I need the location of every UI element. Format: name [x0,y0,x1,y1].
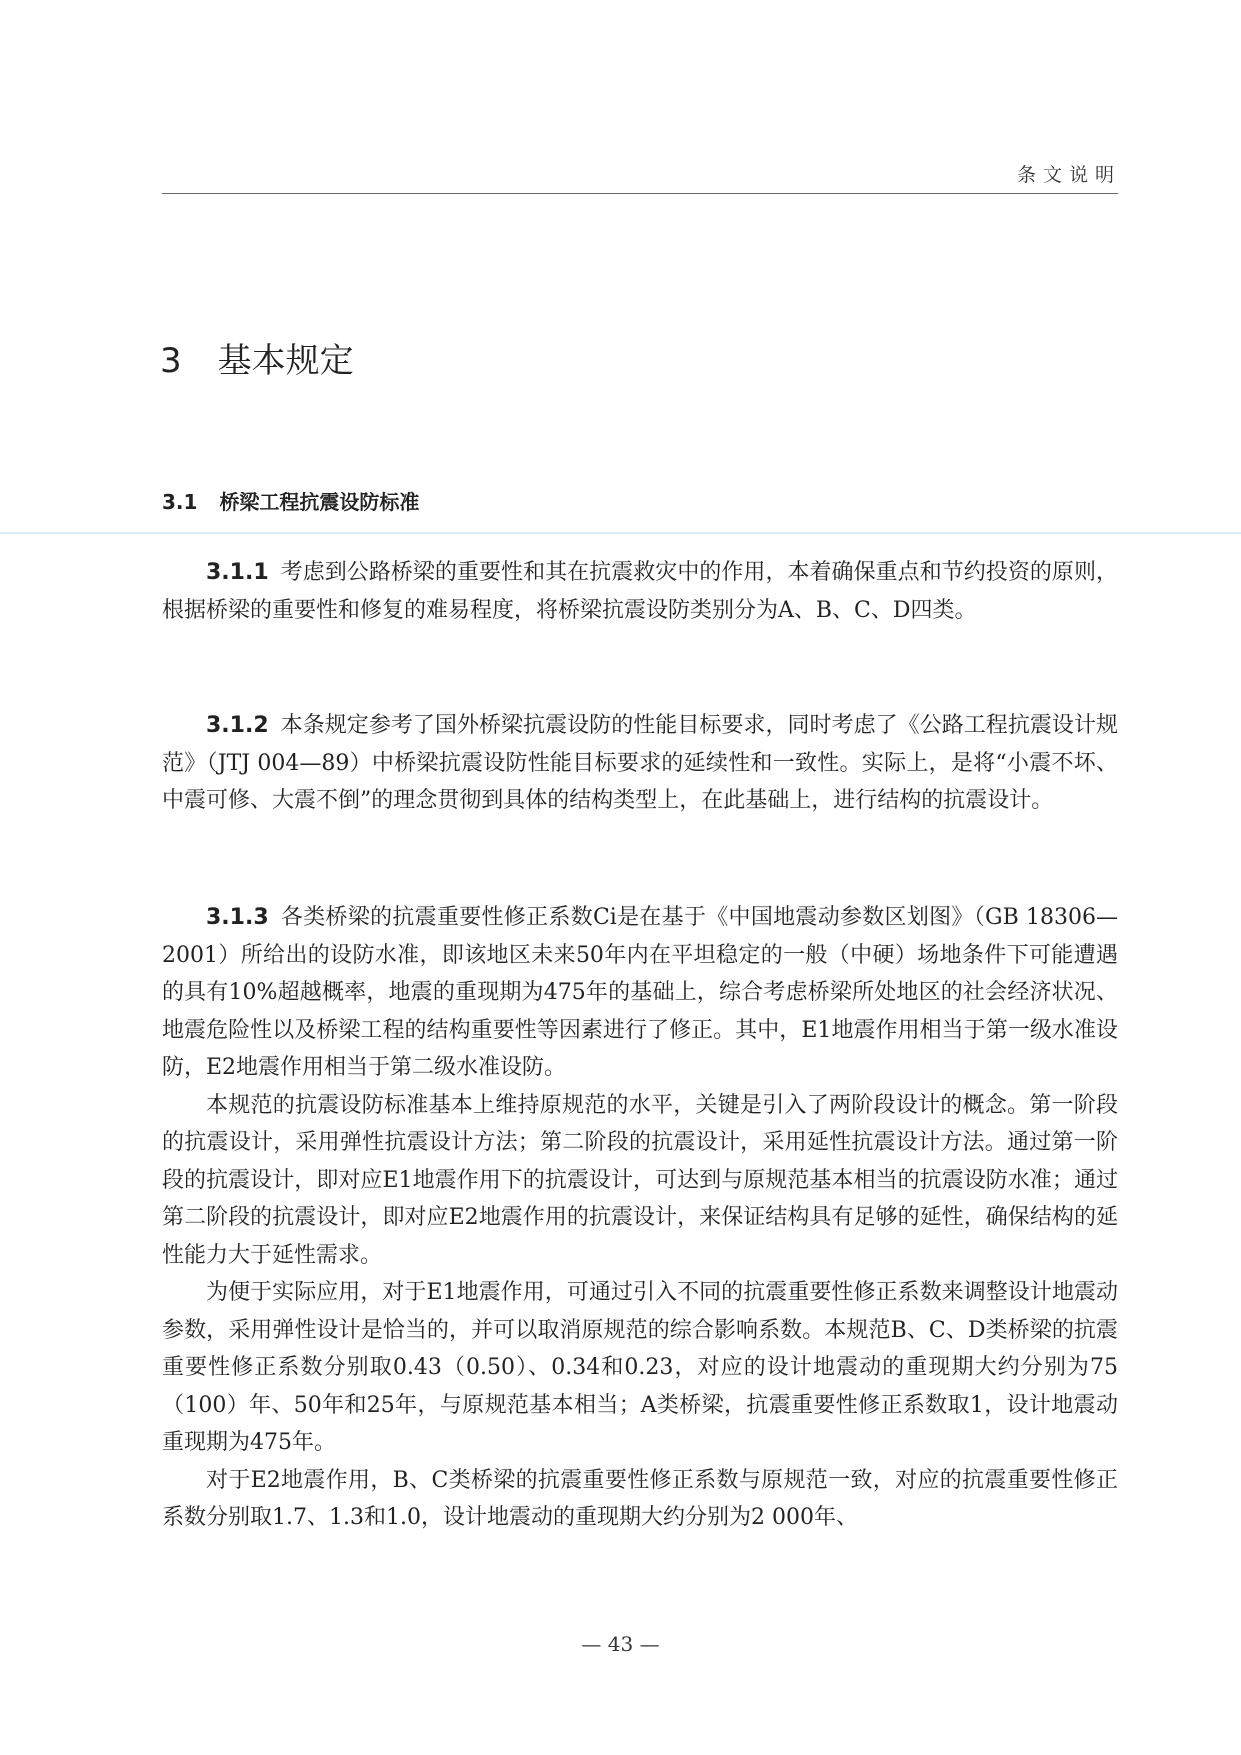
section-heading [162,486,419,515]
running-header-title: 条文说明 [1016,164,1121,186]
header-rule [162,193,1118,194]
page-number: — 43 — [581,1632,660,1656]
chapter-title [160,333,354,382]
section-number: 3.1 [162,490,198,514]
clause-3-1-3-block [162,899,1118,1537]
clause-3-1-1 [162,554,1118,629]
clause-number: 3.1.2 [206,713,269,738]
clause-text: 考虑到公路桥梁的重要性和其在抗震救灾中的作用，本着确保重点和节约投资的原则，根据桥梁的重要性和修复的难易程度，将桥梁抗震设防类别分为A、B、C、D四类。 [162,560,1118,623]
body-paragraph: 为便于实际应用，对于E1地震作用，可通过引入不同的抗震重要性修正系数来调整设计地震动参数，采用弹性设计是恰当的，并可以取消原规范的综合影响系数。本规范B、C、D类桥梁的抗震重要性修正系数分别取0.43（0.50）、0.34和0.23，对应的设计地震动的重现期大约分别为75（100）年、50年和25年，与原规范基本相当；A类桥梁，抗震重要性修正系数取1，设计地震动重现期为475年。 [162,1280,1118,1455]
body-paragraph: 本规范的抗震设防标准基本上维持原规范的水平，关键是引入了两阶段设计的概念。第一阶段的抗震设计，采用弹性抗震设计方法；第二阶段的抗震设计，采用延性抗震设计方法。通过第一阶段的抗震设计，即对应E1地震作用下的抗震设计，可达到与原规范基本相当的抗震设防水准；通过第二阶段的抗震设计，即对应E2地震作用的抗震设计，来保证结构具有足够的延性，确保结构的延性能力大于延性需求。 [162,1092,1118,1268]
clause-text: 各类桥梁的抗震重要性修正系数Ci是在基于《中国地震动参数区划图》（GB 18306—2001）所给出的设防水准，即该地区未来50年内在平坦稳定的一般（中硬）场地条件下可能遭遇的具有10%超越概率，地震的重现期为475年的基础上，综合考虑桥梁所处地区的社会经济状况、地震危险性以及桥梁工程的结构重要性等因素进行了修正。其中，E1地震作用相当于第一级水准设防，E2地震作用相当于第二级水准设防。 [162,905,1118,1080]
body-paragraph: 对于E2地震作用，B、C类桥梁的抗震重要性修正系数与原规范一致，对应的抗震重要性修正系数分别取1.7、1.3和1.0，设计地震动的重现期大约分别为2 000年、 [162,1467,1118,1530]
chapter-number: 3 [160,341,182,381]
chapter-title-text: 基本规定 [217,341,354,381]
section-title-text: 桥梁工程抗震设防标准 [219,490,420,514]
clause-number: 3.1.1 [206,560,269,585]
clause-text: 本条规定参考了国外桥梁抗震设防的性能目标要求，同时考虑了《公路工程抗震设计规范》（JTJ 004—89）中桥梁抗震设防性能目标要求的延续性和一致性。实际上，是将“小震不坏、中震可修、大震不倒”的理念贯彻到具体的结构类型上，在此基础上，进行结构的抗震设计。 [162,713,1118,813]
clause-number: 3.1.3 [206,905,269,930]
clause-3-1-2 [162,707,1118,820]
section-divider [0,532,1241,534]
